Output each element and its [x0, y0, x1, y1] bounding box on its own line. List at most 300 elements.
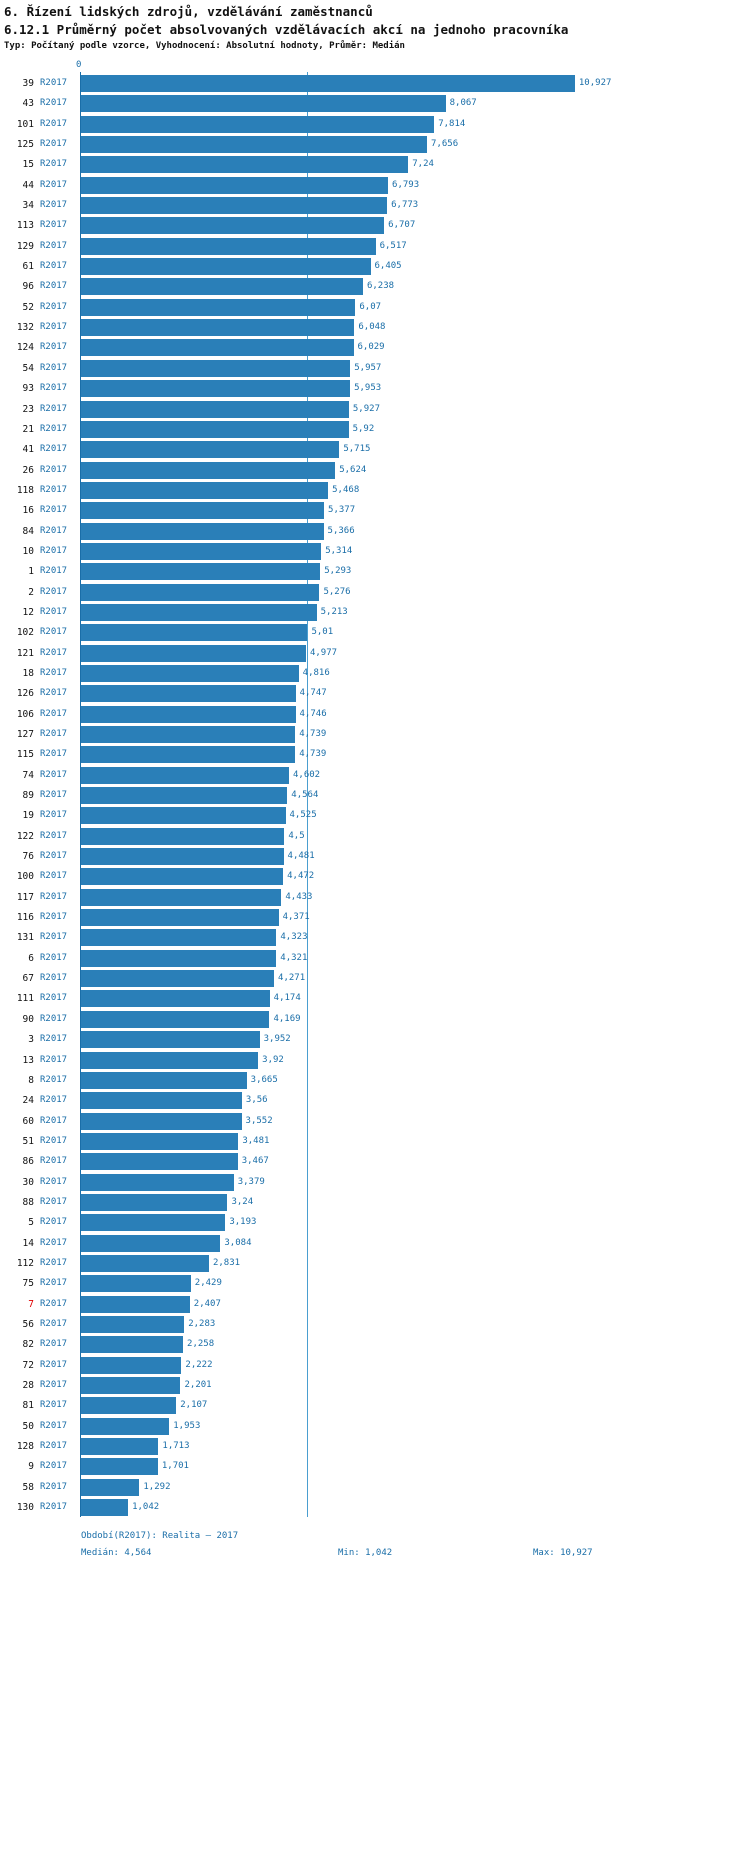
- bar[interactable]: [81, 116, 434, 133]
- table-row[interactable]: [0, 1171, 750, 1191]
- bar[interactable]: [81, 665, 299, 682]
- row-category-label: 61: [22, 261, 34, 273]
- table-row[interactable]: [0, 1150, 750, 1170]
- row-category-label: 81: [22, 1400, 34, 1412]
- bar-value-label: 5,624: [339, 464, 367, 475]
- bar-value-label: 5,715: [343, 444, 371, 455]
- bar[interactable]: [81, 1072, 247, 1089]
- table-row[interactable]: [0, 1232, 750, 1252]
- bar[interactable]: [81, 401, 349, 418]
- bar[interactable]: [81, 502, 324, 519]
- row-category-label: 93: [22, 383, 34, 395]
- table-row[interactable]: [0, 235, 750, 255]
- table-row[interactable]: [0, 194, 750, 214]
- row-period-label: R2017: [40, 1298, 68, 1309]
- bar-value-label: 1,292: [143, 1481, 171, 1492]
- bar-value-label: 4,5: [288, 830, 305, 841]
- table-row[interactable]: [0, 133, 750, 153]
- bar[interactable]: [81, 706, 296, 723]
- table-row[interactable]: [0, 1496, 750, 1516]
- table-row[interactable]: [0, 967, 750, 987]
- row-period-label: R2017: [40, 647, 68, 658]
- row-period-label: R2017: [40, 139, 68, 150]
- row-category-label: 58: [22, 1481, 34, 1493]
- row-period-label: R2017: [40, 1115, 68, 1126]
- row-category-label: 50: [22, 1420, 34, 1432]
- table-row[interactable]: [0, 1415, 750, 1435]
- bar[interactable]: [81, 828, 284, 845]
- table-row[interactable]: [0, 784, 750, 804]
- bar-value-label: 5,01: [311, 627, 334, 638]
- row-category-label: 8: [28, 1074, 34, 1086]
- bar-value-label: 6,773: [391, 200, 419, 211]
- bar-value-label: 4,816: [302, 667, 330, 678]
- row-category-label: 56: [22, 1318, 34, 1330]
- row-category-label: 67: [22, 973, 34, 985]
- bar[interactable]: [81, 929, 276, 946]
- row-period-label: R2017: [40, 403, 68, 414]
- row-period-label: R2017: [40, 912, 68, 923]
- row-category-label: 15: [22, 159, 34, 171]
- bar[interactable]: [81, 889, 281, 906]
- bar-value-label: 4,739: [299, 729, 327, 739]
- bar[interactable]: [81, 278, 363, 295]
- row-category-label: 26: [22, 464, 34, 476]
- row-category-label: 16: [22, 505, 34, 517]
- row-category-label: 44: [22, 179, 34, 191]
- bar-value-label: 4,271: [278, 973, 306, 984]
- bar[interactable]: [81, 1174, 234, 1191]
- table-row[interactable]: [0, 1476, 750, 1496]
- table-row[interactable]: [0, 886, 750, 906]
- table-row[interactable]: [0, 357, 750, 377]
- page-subtitle: 6.12.1 Průměrný počet absolvovaných vzdělávacích akcí na jednoho pracovníka: [4, 22, 569, 37]
- table-row[interactable]: [0, 1394, 750, 1414]
- row-period-label: R2017: [40, 566, 68, 577]
- table-row[interactable]: [0, 642, 750, 662]
- bar[interactable]: [81, 1092, 242, 1109]
- row-period-label: R2017: [40, 220, 68, 231]
- bar-value-label: 1,701: [161, 1461, 189, 1472]
- row-period-label: R2017: [40, 444, 68, 455]
- bar[interactable]: [81, 217, 384, 234]
- table-row[interactable]: [0, 479, 750, 499]
- bar[interactable]: [81, 1316, 184, 1333]
- bar-value-label: 2,407: [193, 1298, 221, 1309]
- bar[interactable]: [81, 1214, 225, 1231]
- row-period-label: R2017: [40, 525, 68, 536]
- table-row[interactable]: [0, 804, 750, 824]
- bar-value-label: 3,24: [231, 1196, 254, 1207]
- bar-value-label: 3,379: [237, 1176, 265, 1187]
- row-category-label: 131: [16, 932, 34, 944]
- plot-region: [0, 72, 750, 1517]
- row-category-label: 75: [22, 1278, 34, 1290]
- bar-value-label: 4,481: [287, 851, 315, 862]
- row-category-label: 132: [16, 322, 34, 334]
- bar[interactable]: [81, 746, 295, 763]
- table-row[interactable]: [0, 601, 750, 621]
- bar[interactable]: [81, 909, 279, 926]
- row-period-label: R2017: [40, 1196, 68, 1207]
- row-period-label: R2017: [40, 362, 68, 373]
- bar[interactable]: [81, 1438, 158, 1455]
- table-row[interactable]: [0, 1211, 750, 1231]
- row-category-label: 54: [22, 362, 34, 374]
- bar-value-label: 5,377: [328, 505, 356, 516]
- row-category-label: 124: [16, 342, 34, 354]
- row-category-label: 23: [22, 403, 34, 415]
- row-category-label: 34: [22, 200, 34, 212]
- footer-min: Min: 1,042: [338, 1547, 393, 1558]
- table-row[interactable]: [0, 1130, 750, 1150]
- table-row[interactable]: [0, 377, 750, 397]
- table-row[interactable]: [0, 72, 750, 92]
- bar-value-label: 5,927: [352, 403, 380, 414]
- bar-value-label: 4,747: [299, 688, 327, 699]
- row-category-label: 118: [16, 484, 34, 496]
- bar[interactable]: [81, 75, 575, 92]
- row-period-label: R2017: [40, 1420, 68, 1431]
- bar-value-label: 5,468: [332, 484, 360, 495]
- bar-value-label: 1,042: [132, 1502, 160, 1513]
- bar[interactable]: [81, 380, 350, 397]
- bar-value-label: 7,656: [431, 139, 459, 150]
- row-category-label: 43: [22, 98, 34, 110]
- table-row[interactable]: [0, 153, 750, 173]
- row-category-label: 5: [28, 1217, 34, 1229]
- bar[interactable]: [81, 1133, 238, 1150]
- row-period-label: R2017: [40, 667, 68, 678]
- table-row[interactable]: [0, 255, 750, 275]
- bar[interactable]: [81, 1479, 139, 1496]
- row-category-label: 19: [22, 810, 34, 822]
- bar-value-label: 2,107: [180, 1400, 208, 1411]
- bar[interactable]: [81, 624, 307, 641]
- bar[interactable]: [81, 1113, 242, 1130]
- bar-value-label: 5,953: [354, 383, 382, 394]
- table-row[interactable]: [0, 621, 750, 641]
- bar[interactable]: [81, 1377, 180, 1394]
- bar[interactable]: [81, 868, 283, 885]
- table-row[interactable]: [0, 764, 750, 784]
- row-period-label: R2017: [40, 281, 68, 292]
- row-period-label: R2017: [40, 1359, 68, 1370]
- bar-value-label: 6,238: [366, 281, 395, 292]
- row-category-label: 12: [22, 606, 34, 618]
- bar-value-label: 5,314: [325, 545, 353, 556]
- row-period-label: R2017: [40, 952, 68, 963]
- row-period-label: R2017: [40, 1034, 68, 1045]
- row-category-label: 3: [28, 1034, 34, 1046]
- row-period-label: R2017: [40, 1339, 68, 1350]
- bar-value-label: 6,048: [358, 322, 386, 333]
- row-category-label: 74: [22, 769, 34, 781]
- bar[interactable]: [81, 1458, 158, 1475]
- bar-value-label: 3,084: [224, 1237, 252, 1248]
- bar[interactable]: [81, 441, 339, 458]
- table-row[interactable]: [0, 499, 750, 519]
- table-row[interactable]: [0, 1028, 750, 1048]
- bar[interactable]: [81, 177, 388, 194]
- table-row[interactable]: [0, 174, 750, 194]
- row-period-label: R2017: [40, 423, 68, 434]
- row-period-label: R2017: [40, 708, 68, 719]
- row-period-label: R2017: [40, 1318, 68, 1329]
- row-category-label: 14: [22, 1237, 34, 1249]
- table-row[interactable]: [0, 92, 750, 112]
- bar[interactable]: [81, 645, 306, 662]
- bar-value-label: 5,276: [323, 586, 351, 597]
- row-period-label: R2017: [40, 179, 68, 190]
- footer-median: Medián: 4,564: [81, 1547, 152, 1558]
- bar[interactable]: [81, 1418, 169, 1435]
- row-period-label: R2017: [40, 1156, 68, 1167]
- table-row[interactable]: [0, 1191, 750, 1211]
- bar[interactable]: [81, 787, 287, 804]
- table-row[interactable]: [0, 581, 750, 601]
- table-row[interactable]: [0, 520, 750, 540]
- bar-value-label: 4,433: [285, 891, 313, 902]
- row-period-label: R2017: [40, 973, 68, 984]
- row-category-label: 9: [28, 1461, 34, 1473]
- row-period-label: R2017: [40, 1441, 68, 1452]
- row-period-label: R2017: [40, 1481, 68, 1492]
- row-period-label: R2017: [40, 261, 68, 272]
- bar-value-label: 4,525: [289, 810, 317, 821]
- table-row[interactable]: [0, 845, 750, 865]
- row-period-label: R2017: [40, 1095, 68, 1106]
- table-row[interactable]: [0, 1354, 750, 1374]
- row-period-label: R2017: [40, 505, 68, 516]
- table-row[interactable]: [0, 1293, 750, 1313]
- row-category-label: 84: [22, 525, 34, 537]
- bar-value-label: 4,739: [299, 749, 327, 760]
- table-row[interactable]: [0, 703, 750, 723]
- row-period-label: R2017: [40, 688, 68, 699]
- bar[interactable]: [81, 299, 355, 316]
- table-row[interactable]: [0, 1374, 750, 1394]
- table-row[interactable]: [0, 459, 750, 479]
- table-row[interactable]: [0, 1333, 750, 1353]
- bar[interactable]: [81, 970, 274, 987]
- row-period-label: R2017: [40, 606, 68, 617]
- row-period-label: R2017: [40, 871, 68, 882]
- bar-value-label: 8,067: [449, 98, 477, 109]
- table-row[interactable]: [0, 113, 750, 133]
- bar-value-label: 3,481: [242, 1135, 270, 1146]
- bar[interactable]: [81, 726, 295, 743]
- bar[interactable]: [81, 1499, 128, 1516]
- bar-value-label: 2,283: [188, 1318, 216, 1329]
- row-category-label: 30: [22, 1176, 34, 1188]
- row-period-label: R2017: [40, 1380, 68, 1390]
- row-period-label: R2017: [40, 810, 68, 821]
- row-category-label: 89: [22, 790, 34, 802]
- row-period-label: R2017: [40, 1013, 68, 1024]
- row-category-label: 112: [16, 1257, 34, 1269]
- table-row[interactable]: [0, 316, 750, 336]
- table-row[interactable]: [0, 723, 750, 743]
- bar[interactable]: [81, 1153, 238, 1170]
- table-row[interactable]: [0, 296, 750, 316]
- bar-value-label: 4,977: [309, 647, 338, 658]
- table-row[interactable]: [0, 1049, 750, 1069]
- row-category-label: 41: [22, 444, 34, 456]
- bar[interactable]: [81, 1336, 183, 1353]
- bar[interactable]: [81, 136, 427, 153]
- table-row[interactable]: [0, 1272, 750, 1292]
- bar[interactable]: [81, 1397, 176, 1414]
- table-row[interactable]: [0, 682, 750, 702]
- row-category-label: 96: [22, 281, 34, 293]
- bar[interactable]: [81, 156, 408, 173]
- bar[interactable]: [81, 523, 324, 540]
- bar[interactable]: [81, 482, 328, 499]
- row-period-label: R2017: [40, 240, 68, 251]
- bar[interactable]: [81, 1255, 209, 1272]
- table-row[interactable]: [0, 987, 750, 1007]
- row-category-label: 86: [22, 1156, 34, 1168]
- row-category-label: 72: [22, 1359, 34, 1371]
- table-row[interactable]: [0, 540, 750, 560]
- row-category-label: 21: [22, 423, 34, 435]
- row-period-label: R2017: [40, 1237, 68, 1248]
- row-category-label: 129: [16, 240, 34, 252]
- row-period-label: R2017: [40, 769, 68, 780]
- table-row[interactable]: [0, 275, 750, 295]
- row-period-label: R2017: [40, 301, 68, 312]
- row-period-label: R2017: [40, 78, 68, 88]
- row-period-label: R2017: [40, 1461, 68, 1472]
- bar[interactable]: [81, 807, 286, 824]
- bar[interactable]: [81, 848, 284, 865]
- bar[interactable]: [81, 584, 319, 601]
- bar[interactable]: [81, 950, 276, 967]
- row-category-label: 125: [16, 139, 34, 151]
- row-period-label: R2017: [40, 1257, 68, 1268]
- row-category-label: 82: [22, 1339, 34, 1351]
- chart-type-info: Typ: Počítaný podle vzorce, Vyhodnocení: Absolutní hodnoty, Průměr: Medián: [4, 41, 405, 51]
- row-period-label: R2017: [40, 545, 68, 556]
- table-row[interactable]: [0, 1252, 750, 1272]
- bar[interactable]: [81, 319, 354, 336]
- row-category-label: 39: [22, 78, 34, 89]
- table-row[interactable]: [0, 1008, 750, 1028]
- bar-value-label: 4,371: [282, 912, 310, 923]
- row-period-label: R2017: [40, 1400, 68, 1411]
- bar[interactable]: [81, 1052, 258, 1069]
- table-row[interactable]: [0, 1089, 750, 1109]
- bar-value-label: 3,92: [262, 1054, 284, 1065]
- bar-value-label: 6,707: [388, 220, 416, 231]
- bar[interactable]: [81, 462, 335, 479]
- table-row[interactable]: [0, 1110, 750, 1130]
- table-row[interactable]: [0, 336, 750, 356]
- bar-value-label: 6,07: [359, 301, 382, 312]
- row-category-label: 90: [22, 1013, 34, 1025]
- row-category-label: 60: [22, 1115, 34, 1127]
- row-period-label: R2017: [40, 993, 68, 1004]
- row-category-label: 102: [16, 627, 34, 639]
- table-row[interactable]: [0, 825, 750, 845]
- bar-value-label: 4,323: [280, 932, 308, 943]
- bar-value-label: 6,793: [392, 179, 420, 190]
- table-row[interactable]: [0, 947, 750, 967]
- bar-value-label: 6,405: [374, 261, 402, 272]
- row-category-label: 1: [28, 566, 34, 578]
- bar[interactable]: [81, 1235, 220, 1252]
- row-period-label: R2017: [40, 1278, 68, 1289]
- table-row[interactable]: [0, 1435, 750, 1455]
- bar[interactable]: [81, 604, 317, 621]
- bar-value-label: 3,193: [229, 1217, 257, 1228]
- axis-zero-label: 0: [76, 60, 82, 70]
- bar[interactable]: [81, 1011, 269, 1028]
- table-row[interactable]: [0, 906, 750, 926]
- bar[interactable]: [81, 685, 296, 702]
- table-row[interactable]: [0, 662, 750, 682]
- row-period-label: R2017: [40, 1502, 68, 1513]
- bar[interactable]: [81, 1031, 260, 1048]
- table-row[interactable]: [0, 398, 750, 418]
- row-category-label: 128: [16, 1441, 34, 1453]
- bar-value-label: 5,213: [320, 606, 348, 617]
- bar-value-label: 4,564: [291, 790, 319, 801]
- bar[interactable]: [81, 990, 270, 1007]
- bar[interactable]: [81, 339, 354, 356]
- table-row[interactable]: [0, 438, 750, 458]
- bar[interactable]: [81, 1296, 190, 1313]
- bar[interactable]: [81, 95, 446, 112]
- table-row[interactable]: [0, 1069, 750, 1089]
- row-period-label: R2017: [40, 749, 68, 760]
- row-category-label: 18: [22, 667, 34, 679]
- row-category-label: 2: [28, 586, 34, 598]
- bar[interactable]: [81, 421, 349, 438]
- bar[interactable]: [81, 258, 371, 275]
- bar[interactable]: [81, 360, 350, 377]
- bar-value-label: 2,258: [187, 1339, 215, 1350]
- bar[interactable]: [81, 563, 320, 580]
- table-row[interactable]: [0, 560, 750, 580]
- table-row[interactable]: [0, 1455, 750, 1475]
- bar[interactable]: [81, 1357, 181, 1374]
- table-row[interactable]: [0, 926, 750, 946]
- table-row[interactable]: [0, 1313, 750, 1333]
- row-period-label: R2017: [40, 342, 68, 353]
- table-row[interactable]: [0, 865, 750, 885]
- bar-value-label: 2,201: [184, 1380, 212, 1390]
- bar[interactable]: [81, 1194, 227, 1211]
- row-period-label: R2017: [40, 729, 68, 739]
- bar[interactable]: [81, 238, 376, 255]
- bar[interactable]: [81, 543, 321, 560]
- bar-value-label: 4,321: [280, 952, 308, 963]
- bar-value-label: 2,831: [212, 1257, 241, 1268]
- table-row[interactable]: [0, 214, 750, 234]
- row-category-label: 115: [16, 749, 34, 761]
- bar[interactable]: [81, 1275, 191, 1292]
- row-category-label: 76: [22, 851, 34, 863]
- bar[interactable]: [81, 197, 387, 214]
- row-period-label: R2017: [40, 932, 68, 943]
- bar[interactable]: [81, 767, 289, 784]
- row-period-label: R2017: [40, 322, 68, 333]
- table-row[interactable]: [0, 418, 750, 438]
- table-row[interactable]: [0, 743, 750, 763]
- row-period-label: R2017: [40, 830, 68, 841]
